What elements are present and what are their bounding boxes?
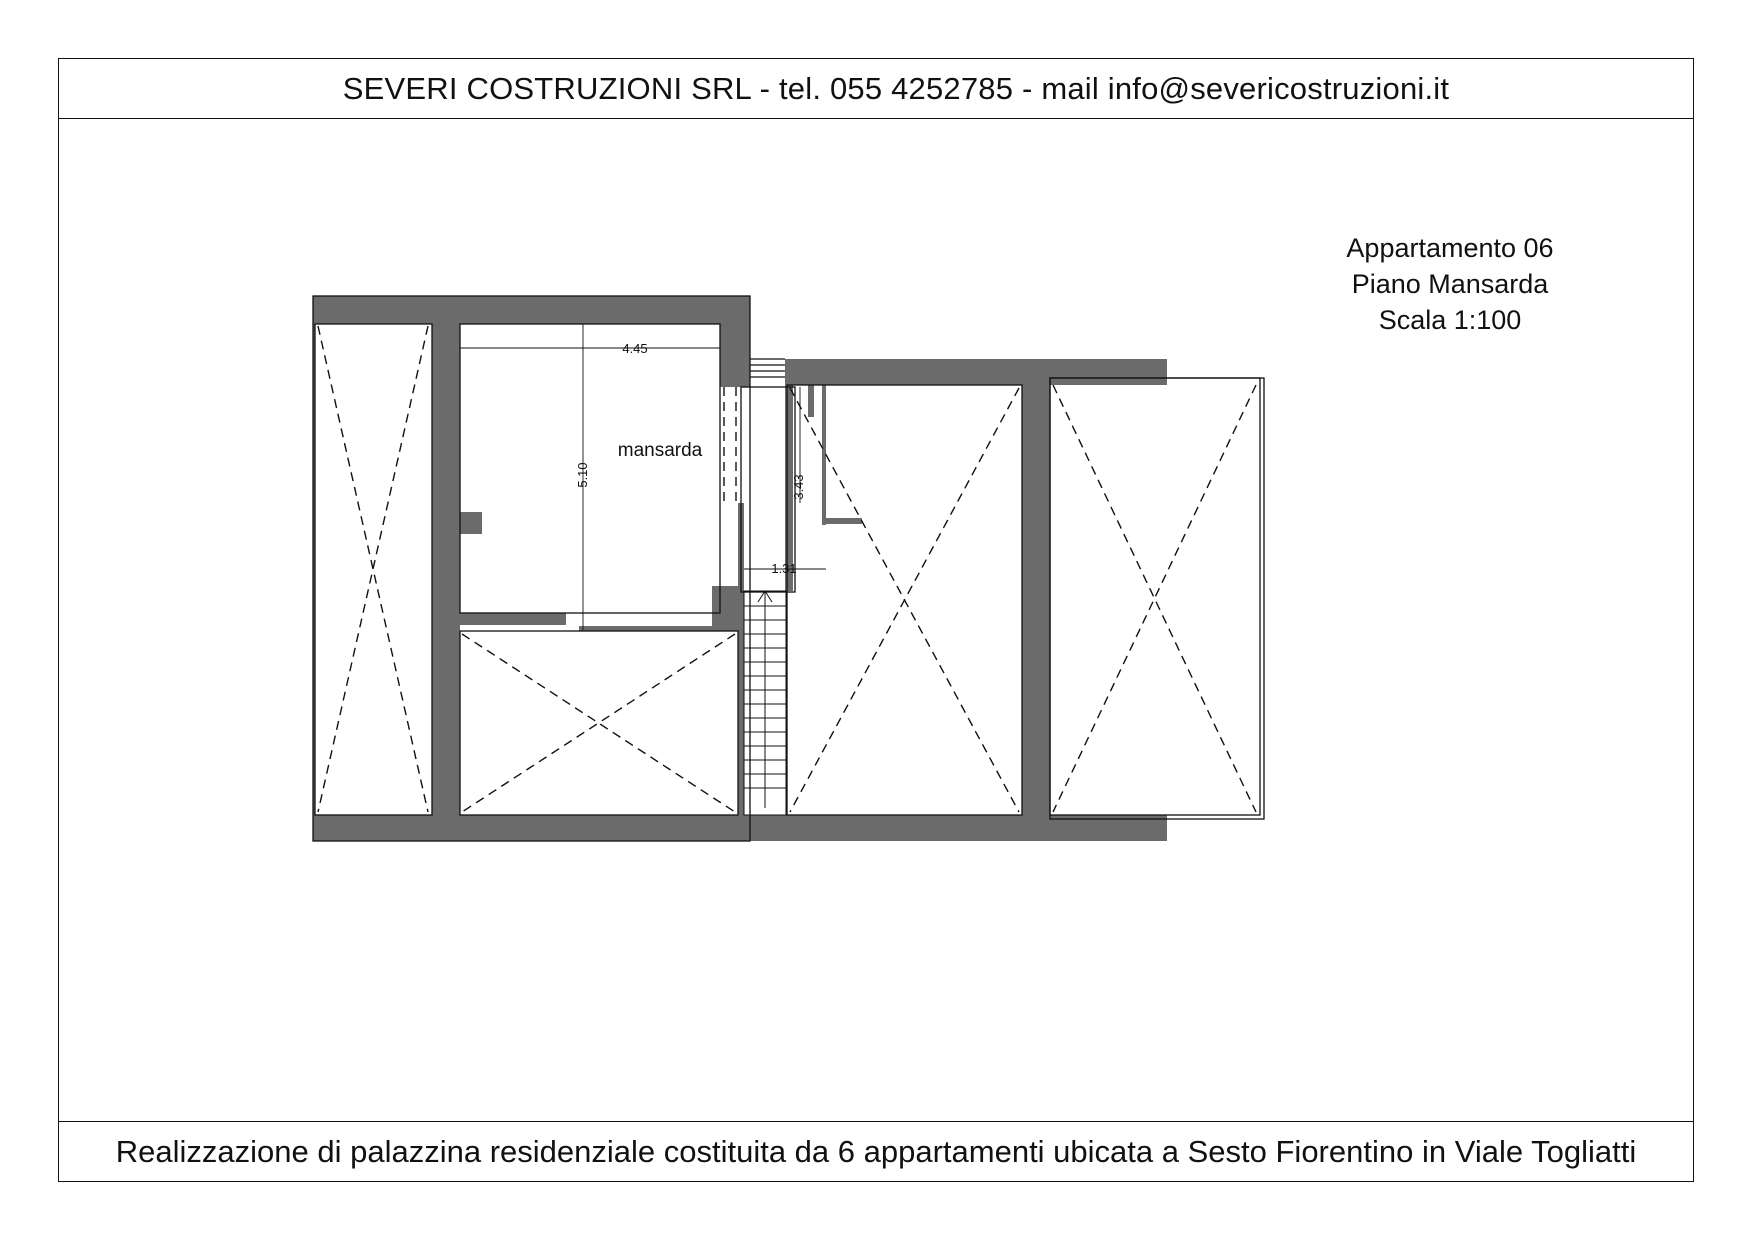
- wall-left-top: [313, 296, 750, 324]
- dimension-width-label: 4.45: [622, 341, 648, 356]
- scale-label: Scala 1:100: [1378, 305, 1522, 335]
- wall-right-top: [785, 359, 1167, 385]
- wall-divider: [1022, 385, 1050, 815]
- wall-mansarda-bottom-2: [579, 626, 715, 631]
- wall-right-tab: [1128, 359, 1167, 384]
- project-description: Realizzazione di palazzina residenziale costituita da 6 appartamenti ubicata a Sesto Fiorentino in Viale Togliatti: [115, 1133, 1637, 1169]
- wall-pillar: [712, 586, 742, 631]
- company-contact-line: SEVERI COSTRUZIONI SRL - tel. 055 4252785 - mail info@severicostruzioni.it: [342, 70, 1450, 106]
- wall-left-inner: [432, 324, 460, 818]
- wall-bottom: [313, 815, 1167, 841]
- room-label-mansarda: mansarda: [617, 440, 703, 461]
- dimension-stair-width-label: 1.31: [771, 561, 797, 576]
- dimension-height-label: 5.10: [575, 462, 590, 488]
- floor-label: Piano Mansarda: [1351, 269, 1549, 299]
- walls: [313, 296, 1167, 841]
- wall-stub: [826, 518, 862, 524]
- wall-notch: [460, 512, 482, 534]
- dimension-stair-height-label: 3.43: [791, 474, 806, 500]
- apartment-label: Appartamento 06: [1346, 233, 1554, 263]
- wall-right-inner: [808, 385, 814, 417]
- wall-mansarda-right: [720, 324, 750, 387]
- wall-mansarda-bottom: [460, 613, 566, 625]
- dimension-lines: [460, 324, 826, 630]
